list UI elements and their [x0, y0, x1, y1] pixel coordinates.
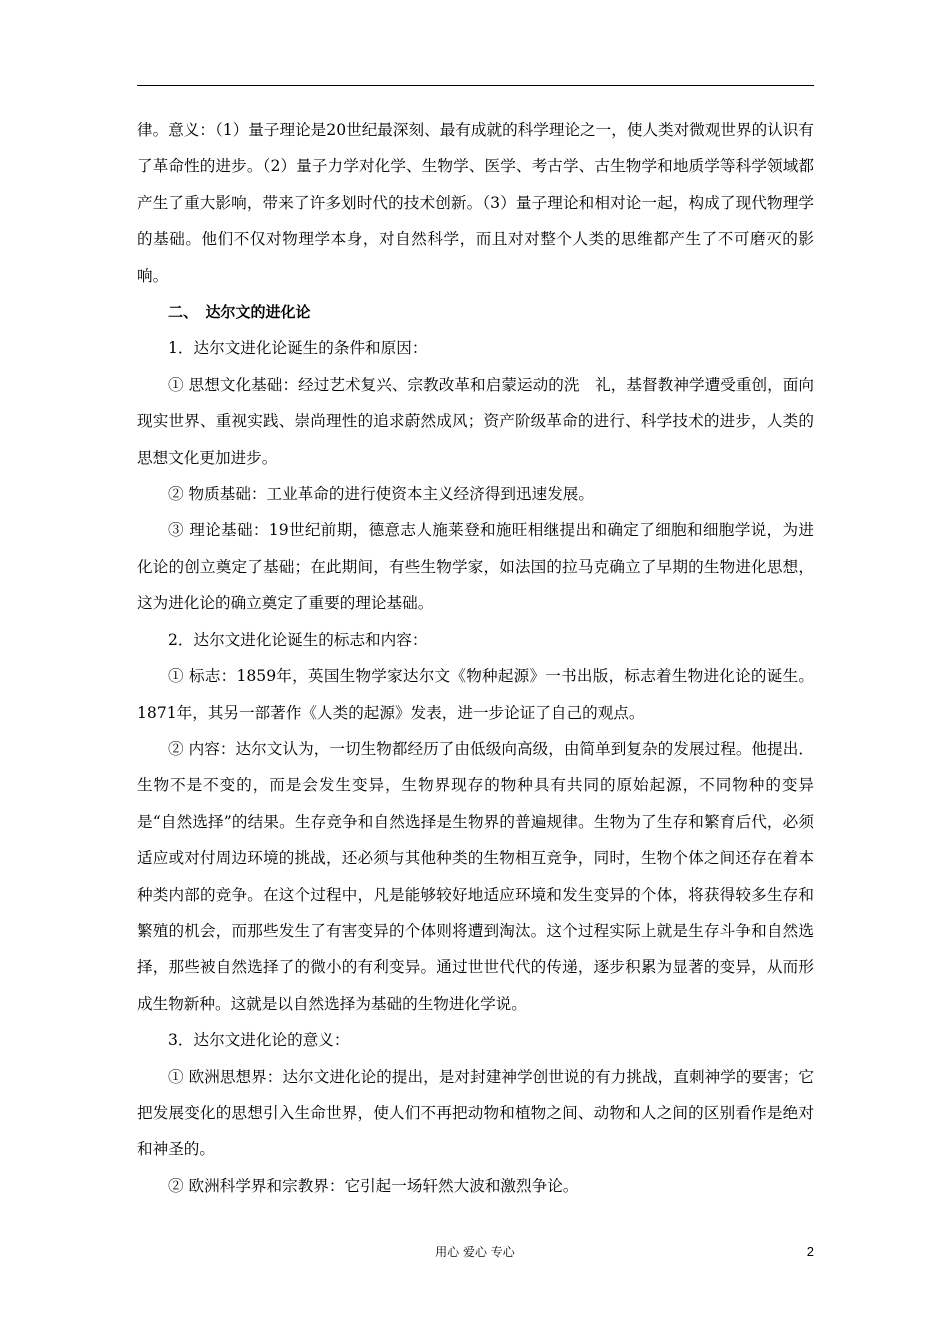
document-body: [137, 112, 814, 1204]
paragraph-science-religion: ② 欧洲科学界和宗教界：它引起一场轩然大波和激烈争论。: [168, 1176, 579, 1195]
paragraph-ideological-basis: ① 思想文化基础：经过艺术复兴、宗教改革和启蒙运动的洗 礼，基督教神学遭受重创，面向现实世界、重视实践、崇尚理性的追求蔚然成风；资产阶级革命的进行、科学技术的进步，人类的思想文化更加进步。: [137, 375, 814, 467]
paragraph-theoretical-basis: ③ 理论基础：19世纪前期，德意志人施莱登和施旺相继提出和确定了细胞和细胞学说，为进化论的创立奠定了基础；在此期间，有些生物学家，如法国的拉马克确立了早期的生物进化思想，这为进化论的确立奠定了重要的理论基础。: [137, 521, 814, 613]
paragraph-symbol: ① 标志：1859年，英国生物学家达尔文《物种起源》一书出版，标志着生物进化论的诞生。1871年，其另一部著作《人类的起源》发表，进一步论证了自己的观点。: [137, 667, 814, 722]
section-heading-darwin: 二、 达尔文的进化论: [168, 303, 311, 322]
paragraph-content: ② 内容：达尔文认为，一切生物都经历了由低级向高级，由简单到复杂的发展过程。他提出．生物不是不变的，而是会发生变异，生物界现存的物种具有共同的原始起源，不同物种的变异是“自然选择”的结果。生存竞争和自然选择是生物界的普遍规律。生物为了生存和繁育后代，必须适应或对付周边环境的挑战，还必须与其他种类的生物相互竞争，同时，生物个体之间还存在着本种类内部的竞争。在这个过程中，凡是能够较好地适应环境和发生变异的个体，将获得较多生存和繁殖的机会，而那些发生了有害变异的个体则将遭到淘汰。这个过程实际上就是生存斗争和自然选择，那些被自然选择了的微小的有利变异。通过世世代代的传递，逐步积累为显著的变异，从而形成生物新种。这就是以自然选择为基础的生物进化学说。: [137, 739, 814, 1013]
paragraph-quantum-significance: 律。意义：（1）量子理论是20世纪最深刻、最有成就的科学理论之一，使人类对微观世界的认识有了革命性的进步。（2）量子力学对化学、生物学、医学、考古学、古生物学和地质学等科学领域都产生了重大影响，带来了许多划时代的技术创新。（3）量子理论和相对论一起，构成了现代物理学的基础。他们不仅对物理学本身，对自然科学，而且对对整个人类的思维都产生了不可磨灭的影响。: [137, 121, 814, 285]
subheading-conditions: 1．达尔文进化论诞生的条件和原因：: [168, 339, 428, 358]
paragraph-material-basis: ② 物质基础：工业革命的进行使资本主义经济得到迅速发展。: [168, 485, 594, 504]
paragraph-thought-world: ① 欧洲思想界：达尔文进化论的提出，是对封建神学创世说的有力挑战，直刺神学的要害；它把发展变化的思想引入生命世界，使人们不再把动物和植物之间、动物和人之间的区别看作是绝对和神圣的。: [137, 1067, 814, 1159]
page-number: 2: [806, 1244, 814, 1259]
header-rule: [137, 85, 814, 86]
subheading-symbol-content: 2．达尔文进化论诞生的标志和内容：: [168, 630, 428, 649]
footer-text: 用心 爱心 专心: [435, 1245, 515, 1259]
subheading-significance: 3．达尔文进化论的意义：: [168, 1031, 350, 1050]
